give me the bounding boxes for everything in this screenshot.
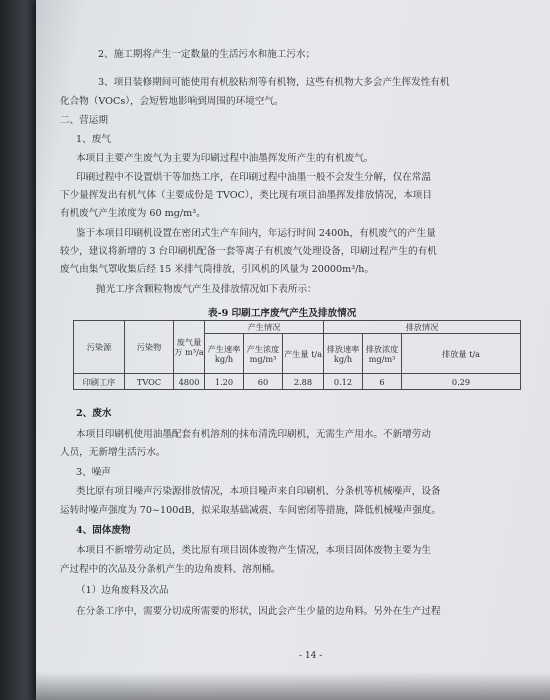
header-pollutant: 污染物 — [125, 321, 174, 374]
cell-gen-rate: 1.20 — [205, 374, 244, 390]
header-emit-rate: 排放速率 kg/h — [324, 334, 363, 374]
subsection-heading: （1）边角废料及次品 — [76, 585, 169, 596]
text-line: 印刷过程中不设置烘干等加热工序，在印刷过程中油墨一般不会发生分解，仅在常温 — [76, 172, 431, 183]
header-gen-rate: 产生速率 kg/h — [205, 334, 244, 374]
text-line: 2、施工期将产生一定数量的生活污水和施工污水； — [98, 49, 316, 60]
text-line: 本项目印刷机使用油墨配套有机溶剂的抹布清洗印刷机，无需生产用水。不新增劳动 — [76, 429, 431, 440]
text-line: 抛光工序含颗粒物废气产生及排放情况如下表所示： — [96, 284, 317, 295]
header-emission: 排放情况 — [324, 321, 521, 334]
cell-emit-rate: 0.12 — [324, 374, 363, 390]
text-line: 运转时噪声强度为 70~100dB，拟采取基础减震、车间密闭等措施，降低机械噪声强度。 — [60, 505, 441, 516]
text-line: 有机废气产生浓度为 60 mg/m³。 — [60, 208, 206, 219]
header-emit-conc: 排放浓度 mg/m³ — [363, 334, 402, 374]
text-line: 类比原有项目噪声污染源排放情况，本项目噪声来自印刷机、分条机等机械噪声，设备 — [76, 486, 441, 497]
header-generation: 产生情况 — [205, 321, 324, 334]
text-line: 在分条工序中，需要分切成所需要的形状，因此会产生少量的边角料。另外在生产过程 — [76, 606, 441, 617]
subsection-heading: 2、废水 — [76, 408, 112, 419]
header-emit-amount: 排放量 t/a — [402, 334, 521, 374]
table-caption: 表-9 印刷工序废气产生及排放情况 — [208, 308, 357, 319]
header-gen-conc: 产生浓度 mg/m³ — [244, 334, 283, 374]
text-line: 产过程中的次品及分条机产生的边角废料、溶剂桶。 — [60, 564, 281, 575]
text-line: 人员，无新增生活污水。 — [60, 447, 166, 458]
text-line: 鉴于本项目印刷机设置在密闭式生产车间内，年运行时间 2400h，有机废气的产生量 — [76, 228, 436, 239]
binder-edge — [0, 0, 40, 700]
cell-gen-conc: 60 — [244, 374, 283, 390]
text-line: 下少量挥发出有机气体（主要成份是 TVOC），类比现有项目油墨挥发排放情况，本项目 — [60, 190, 432, 201]
text-line: 较少，建议将新增的 3 台印刷机配备一套等离子有机废气处理设备，印刷过程产生的有机 — [60, 246, 437, 257]
cell-gen-amount: 2.88 — [283, 374, 324, 390]
text-line: 本项目主要产生废气为主要为印刷过程中油墨挥发所产生的有机废气。 — [76, 153, 374, 164]
subsection-heading: 3、噪声 — [76, 467, 111, 478]
cell-emit-amount: 0.29 — [402, 374, 521, 390]
subsection-heading: 4、固体废物 — [76, 525, 131, 536]
text-line: 废气由集气罩收集后经 15 米排气筒排放，引风机的风量为 20000m³/h。 — [60, 264, 375, 275]
header-gen-amount: 产生量 t/a — [283, 334, 324, 374]
section-heading: 二、营运期 — [60, 115, 108, 126]
cell-flow: 4800 — [174, 374, 205, 390]
document-page — [36, 0, 550, 700]
header-source: 污染源 — [74, 321, 125, 374]
page-shadow — [36, 672, 550, 700]
table-row — [74, 374, 521, 390]
cell-emit-conc: 6 — [363, 374, 402, 390]
text-line: 化合物（VOCs），会短暂地影响到周围的环境空气。 — [60, 96, 284, 107]
subsection-heading: 1、废气 — [76, 134, 111, 145]
emission-table — [73, 320, 521, 390]
text-line: 3、项目装修期间可能使用有机胶粘剂等有机物，这些有机物大多会产生挥发性有机 — [98, 77, 450, 88]
cell-source: 印刷工序 — [74, 374, 125, 390]
page-number: - 14 - — [299, 651, 323, 661]
header-flow: 废气量万 m³/a — [174, 321, 205, 374]
cell-pollutant: TVOC — [125, 374, 174, 390]
text-line: 本项目不新增劳动定员，类比原有项目固体废物产生情况，本项目固体废物主要为生 — [76, 545, 431, 556]
